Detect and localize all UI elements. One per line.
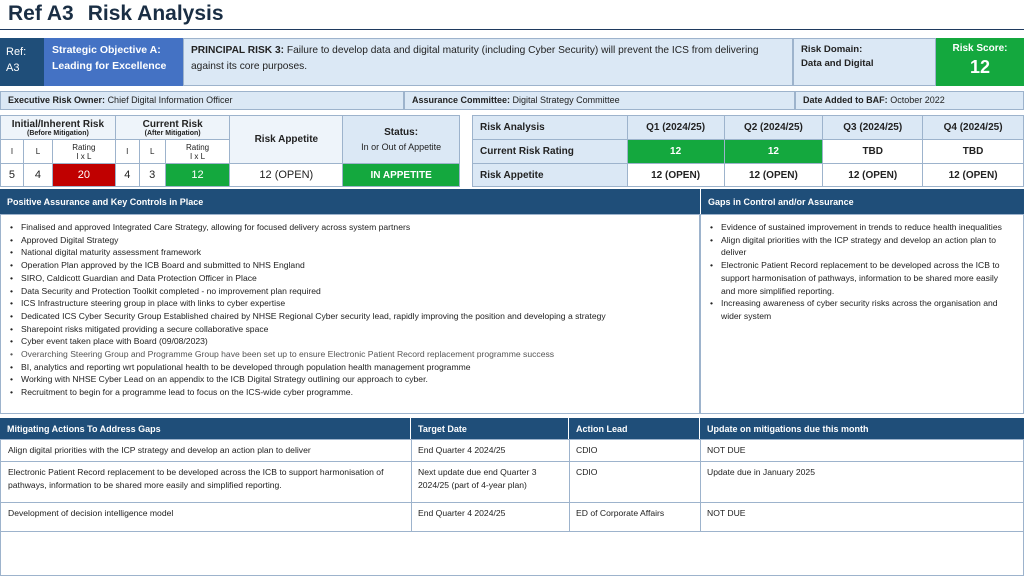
inherent-rating-value: 20 bbox=[52, 164, 115, 187]
q1-rating: 12 bbox=[627, 140, 724, 164]
risk-owner-label: Executive Risk Owner: bbox=[8, 95, 106, 105]
risk-appetite-label: Risk Appetite bbox=[473, 164, 628, 187]
risk-domain-label: Risk Domain: bbox=[801, 44, 863, 55]
ref-label: Ref: bbox=[6, 46, 27, 58]
q1-appetite: 12 (OPEN) bbox=[627, 164, 724, 187]
actions-header-date: Target Date bbox=[410, 418, 568, 439]
gap-item: • Increasing awareness of cyber security risks across the organisation and wider system bbox=[707, 297, 1011, 322]
action-update: NOT DUE bbox=[707, 508, 746, 518]
date-added bbox=[795, 91, 1024, 110]
action-update: NOT DUE bbox=[707, 445, 746, 455]
assurance-item: • BI, analytics and reporting wrt populational health to be developed through population health management programme bbox=[7, 361, 693, 374]
current-i-header: I bbox=[115, 140, 139, 164]
inherent-rating-label: Rating bbox=[72, 142, 96, 152]
assurance-item: • Cyber event taken place with Board (09/08/2023) bbox=[7, 335, 693, 348]
inherent-risk-title: Initial/Inherent Risk bbox=[11, 118, 105, 130]
col-divider bbox=[411, 440, 412, 532]
assurance-header: Positive Assurance and Key Controls in Place bbox=[0, 189, 700, 214]
date-added-value: October 2022 bbox=[890, 95, 945, 105]
actions-header-action: Mitigating Actions To Address Gaps bbox=[0, 418, 410, 439]
gaps-header: Gaps in Control and/or Assurance bbox=[700, 189, 1024, 214]
action-date: Next update due end Quarter 3 2024/25 (part of 4-year plan) bbox=[418, 467, 537, 490]
action-date: End Quarter 4 2024/25 bbox=[418, 445, 506, 455]
inherent-l-value: 4 bbox=[23, 164, 52, 187]
assurance-item: • Sharepoint risks mitigated providing a secure collaborative space bbox=[7, 323, 693, 336]
q3-appetite: 12 (OPEN) bbox=[823, 164, 923, 187]
table-row bbox=[1, 440, 1023, 462]
risk-domain-value: Data and Digital bbox=[801, 58, 874, 69]
current-risk-rating-label: Current Risk Rating bbox=[473, 140, 628, 164]
page-ref: Ref A3 bbox=[8, 2, 74, 25]
inherent-i-header: I bbox=[1, 140, 24, 164]
action-text: Electronic Patient Record replacement to be developed across the ICB to support harmonisation of pathways, information to be shared more easily and simplified reporting. bbox=[8, 467, 384, 490]
risk-owner bbox=[0, 91, 404, 110]
objective-box bbox=[44, 38, 183, 86]
risk-appetite-header: Risk Appetite bbox=[230, 116, 343, 164]
inherent-ixl-label: I x L bbox=[76, 151, 92, 161]
assurance-committee-label: Assurance Committee: bbox=[412, 95, 511, 105]
q4-rating: TBD bbox=[923, 140, 1024, 164]
risk-rating-table bbox=[0, 115, 460, 187]
risk-score-label: Risk Score: bbox=[952, 43, 1008, 54]
actions-table bbox=[0, 439, 1024, 576]
quarter-table bbox=[472, 115, 1024, 187]
risk-appetite-value: 12 (OPEN) bbox=[230, 164, 343, 187]
assurance-committee bbox=[404, 91, 795, 110]
current-l-value: 3 bbox=[139, 164, 165, 187]
ref-value: A3 bbox=[6, 62, 20, 74]
principal-risk-text: Failure to develop data and digital maturity (including Cyber Security) will prevent the ICS from delivering against its core purposes. bbox=[191, 45, 759, 72]
page-heading: Risk Analysis bbox=[87, 2, 224, 25]
assurance-list bbox=[7, 221, 693, 399]
col-divider bbox=[700, 440, 701, 532]
assurance-item: • Operation Plan approved by the ICB Board and submitted to NHS England bbox=[7, 259, 693, 272]
q3-rating: TBD bbox=[823, 140, 923, 164]
current-ixl-label: I x L bbox=[189, 151, 206, 161]
inherent-rating-header bbox=[52, 140, 115, 164]
status-value: IN APPETITE bbox=[343, 164, 460, 187]
current-rating-label: Rating bbox=[185, 142, 210, 152]
gaps-list bbox=[707, 221, 1017, 323]
principal-risk-label: PRINCIPAL RISK 3: bbox=[191, 45, 285, 56]
assurance-item: • Recruitment to begin for a programme lead to focus on the ICS-wide cyber programme. bbox=[7, 386, 693, 399]
assurance-item: • Working with NHSE Cyber Lead on an appendix to the ICB Digital Strategy outlining our approach to cyber. bbox=[7, 373, 693, 386]
assurance-item: • Approved Digital Strategy bbox=[7, 234, 693, 247]
action-text: Align digital priorities with the ICP strategy and develop an action plan to deliver bbox=[8, 445, 311, 455]
assurance-item: • Dedicated ICS Cyber Security Group Established chaired by NHSE Regional Cyber security lead, rapidly improving the position and developing a strategy bbox=[7, 310, 693, 323]
objective-text: Strategic Objective A: Leading for Excellence bbox=[52, 44, 167, 72]
assurance-panel bbox=[0, 214, 700, 414]
q4-appetite: 12 (OPEN) bbox=[923, 164, 1024, 187]
current-risk-header bbox=[115, 116, 230, 140]
title-rule bbox=[0, 29, 1024, 30]
page-title bbox=[8, 2, 238, 26]
gap-item: • Electronic Patient Record replacement to be developed across the ICB to support harmonisation of pathways, information to be shared more easily and more simplified reporting. bbox=[707, 259, 1011, 297]
assurance-item: • ICS Infrastructure steering group in place with links to cyber expertise bbox=[7, 297, 693, 310]
current-i-value: 4 bbox=[115, 164, 139, 187]
quarter-header-q2: Q2 (2024/25) bbox=[724, 116, 823, 140]
quarter-header-q3: Q3 (2024/25) bbox=[823, 116, 923, 140]
action-date: End Quarter 4 2024/25 bbox=[418, 508, 506, 518]
gaps-panel bbox=[700, 214, 1024, 414]
actions-header-lead: Action Lead bbox=[568, 418, 699, 439]
action-lead: CDIO bbox=[576, 445, 598, 455]
table-row bbox=[1, 503, 1023, 532]
quarter-header-analysis: Risk Analysis bbox=[473, 116, 628, 140]
ref-box bbox=[0, 38, 44, 86]
inherent-l-header: L bbox=[23, 140, 52, 164]
risk-owner-value: Chief Digital Information Officer bbox=[107, 95, 233, 105]
actions-header-update: Update on mitigations due this month bbox=[699, 418, 1024, 439]
gap-item: • Evidence of sustained improvement in trends to reduce health inequalities bbox=[707, 221, 1011, 234]
status-header bbox=[343, 116, 460, 164]
inherent-i-value: 5 bbox=[1, 164, 24, 187]
action-lead: CDIO bbox=[576, 467, 598, 477]
assurance-item: • Overarching Steering Group and Programme Group have been set up to ensure Electronic Patient Record replacement programme success bbox=[7, 348, 693, 361]
action-text: Development of decision intelligence model bbox=[8, 508, 174, 518]
action-lead: ED of Corporate Affairs bbox=[576, 508, 665, 518]
risk-score-value: 12 bbox=[969, 57, 991, 77]
current-risk-sub: (After Mitigation) bbox=[144, 129, 201, 137]
table-row bbox=[1, 462, 1023, 503]
status-title: Status: bbox=[384, 127, 419, 138]
risk-score-box bbox=[936, 38, 1024, 86]
quarter-header-q4: Q4 (2024/25) bbox=[923, 116, 1024, 140]
action-update: Update due in January 2025 bbox=[707, 467, 815, 477]
inherent-risk-header bbox=[1, 116, 116, 140]
gap-item: • Align digital priorities with the ICP strategy and develop an action plan to deliver bbox=[707, 234, 1011, 259]
q2-appetite: 12 (OPEN) bbox=[724, 164, 823, 187]
current-risk-title: Current Risk bbox=[142, 118, 203, 130]
quarter-header-q1: Q1 (2024/25) bbox=[627, 116, 724, 140]
current-rating-header bbox=[165, 140, 230, 164]
q2-rating: 12 bbox=[724, 140, 823, 164]
assurance-item: • SIRO, Caldicott Guardian and Data Protection Officer in Place bbox=[7, 272, 693, 285]
col-divider bbox=[569, 440, 570, 532]
assurance-item: • Finalised and approved Integrated Care Strategy, allowing for focused delivery across system partners bbox=[7, 221, 693, 234]
assurance-item: • Data Security and Protection Toolkit completed - no improvement plan required bbox=[7, 285, 693, 298]
assurance-item: • National digital maturity assessment framework bbox=[7, 246, 693, 259]
status-sub: In or Out of Appetite bbox=[361, 142, 442, 152]
risk-domain-box bbox=[793, 38, 936, 86]
current-l-header: L bbox=[139, 140, 165, 164]
assurance-committee-value: Digital Strategy Committee bbox=[512, 95, 620, 105]
current-rating-value: 12 bbox=[165, 164, 230, 187]
date-added-label: Date Added to BAF: bbox=[803, 95, 888, 105]
inherent-risk-sub: (Before Mitigation) bbox=[26, 129, 89, 137]
principal-risk-box bbox=[183, 38, 793, 86]
